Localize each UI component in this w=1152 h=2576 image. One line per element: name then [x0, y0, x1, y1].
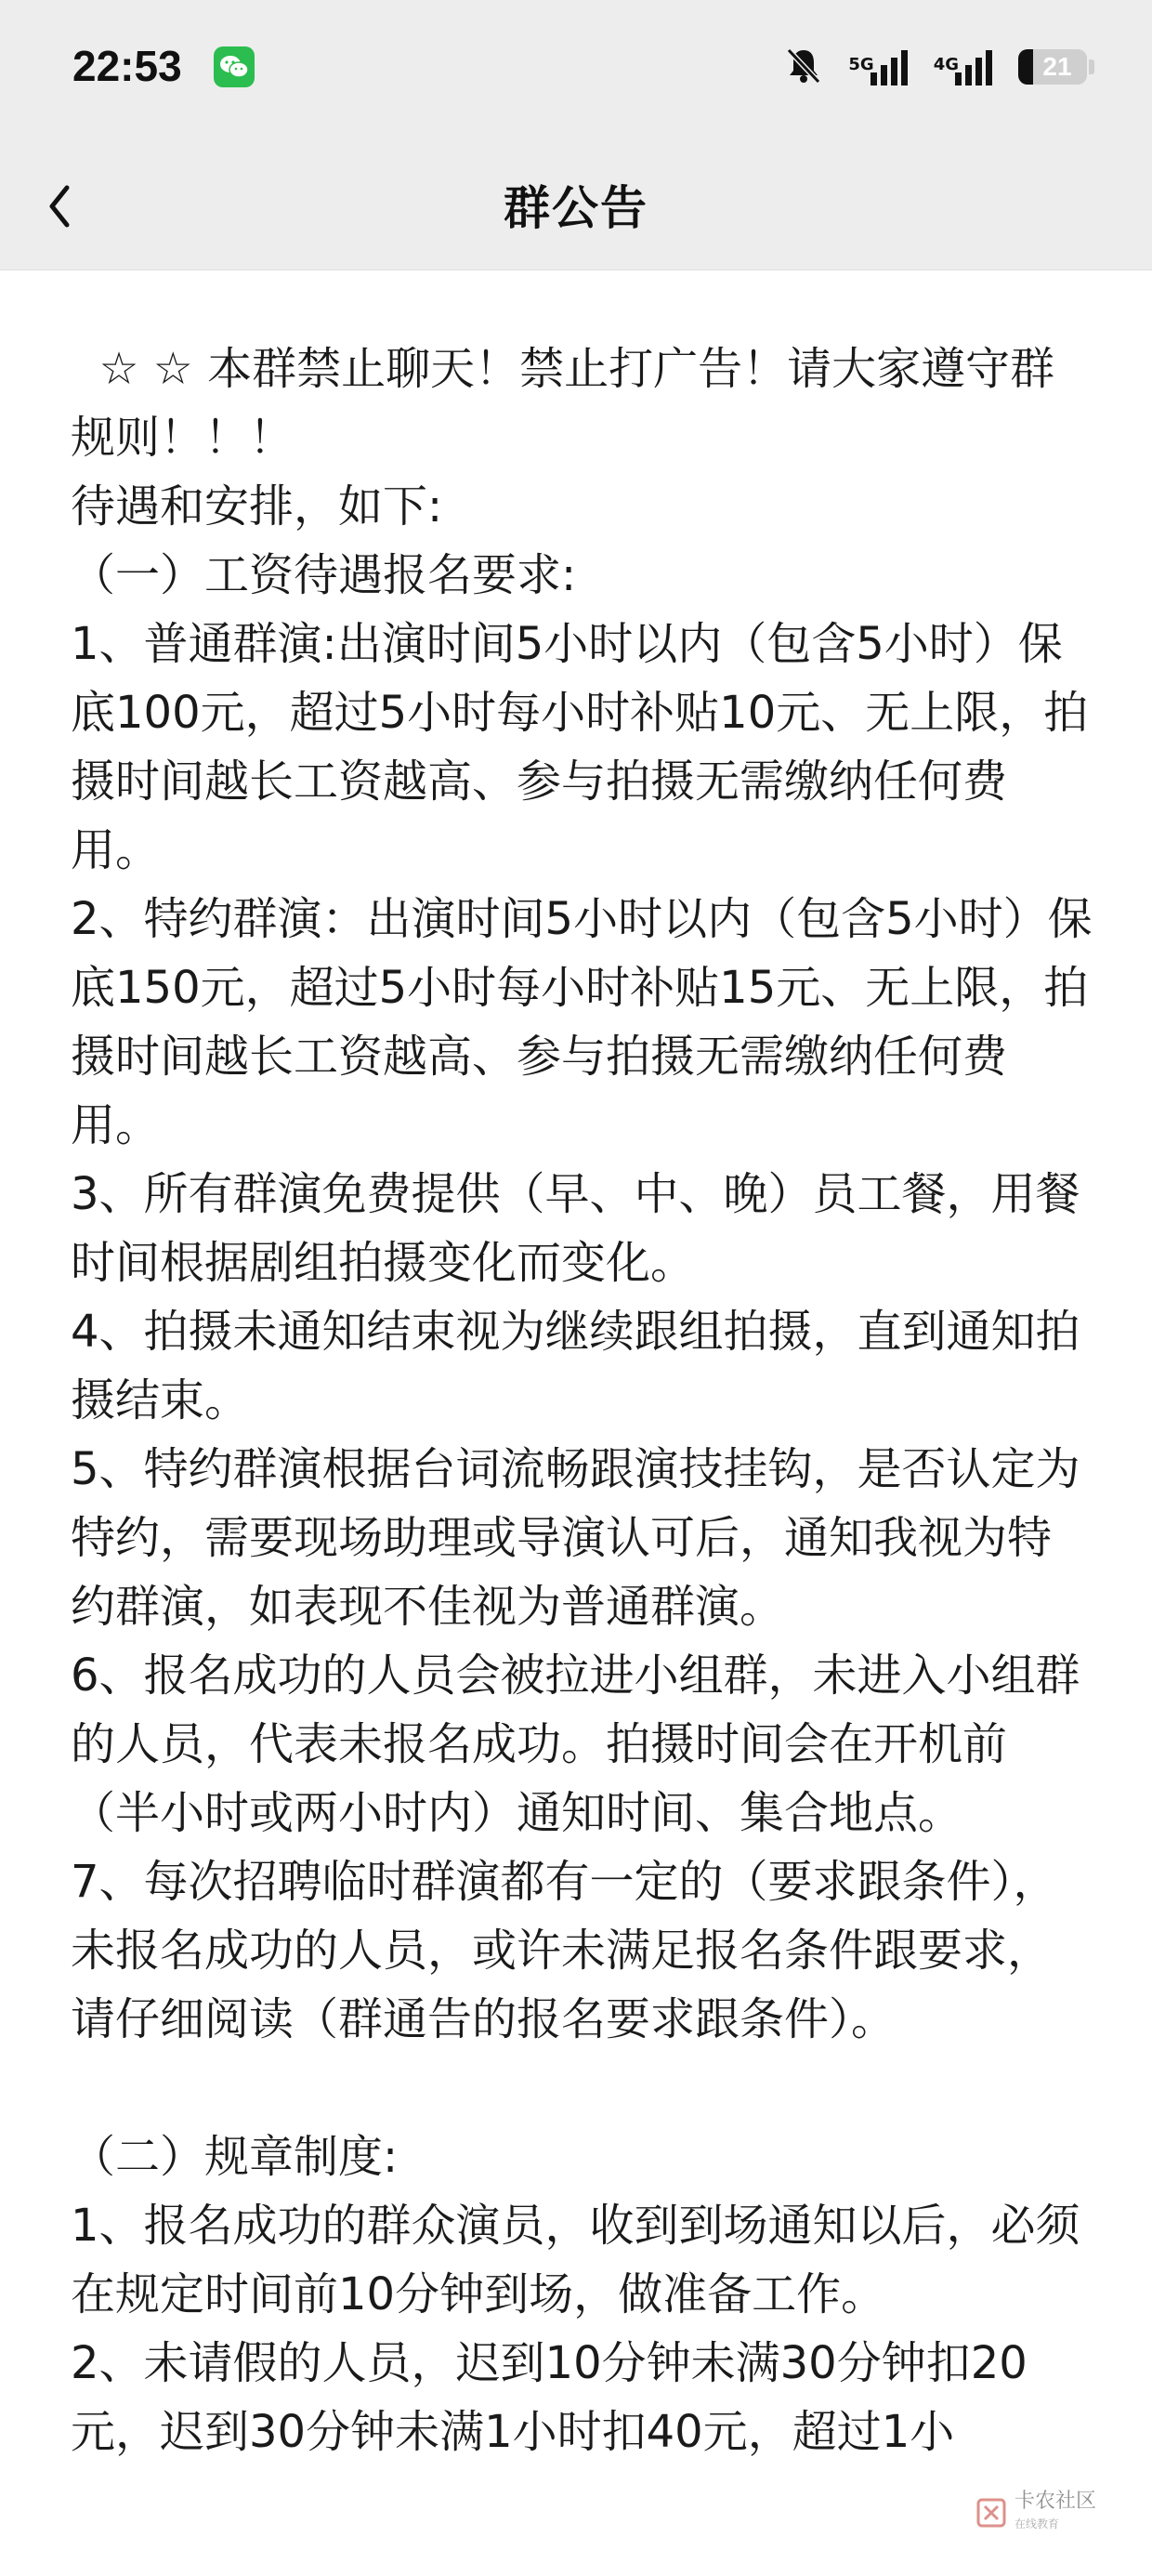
notice-paragraph: 3、所有群演免费提供（早、中、晚）员工餐，用餐时间根据剧组拍摄变化而变化。 [71, 1168, 1080, 1289]
watermark-text [1015, 2491, 1096, 2535]
watermark [975, 2491, 1096, 2535]
status-bar [0, 0, 1152, 138]
notice-paragraph: 7、每次招聘临时群演都有一定的（要求跟条件），未报名成功的人员，或许未满足报名条件跟要求，请仔细阅读（群通告的报名要求跟条件）。 [71, 1856, 1058, 2045]
notice-paragraph: 4、拍摄未通知结束视为继续跟组拍摄，直到通知拍摄结束。 [71, 1306, 1080, 1426]
notice-paragraph: 待遇和安排，如下: [71, 480, 443, 532]
battery-level: 21 [1042, 52, 1072, 81]
mute-bell-icon [783, 45, 824, 89]
notice-paragraph: 1、普通群演:出演时间5小时以内（包含5小时）保底100元，超过5小时每小时补贴10元、无上限，拍摄时间越长工资越高、参与拍摄无需缴纳任何费用。 [71, 618, 1089, 876]
watermark-title: 卡农社区 [1014, 2490, 1096, 2513]
watermark-logo-icon [975, 2497, 1007, 2529]
notice-paragraph: 2、未请假的人员，迟到10分钟未满30分钟扣20元，迟到30分钟未满1小时扣40元，超过1小 [71, 2337, 1028, 2458]
notice-paragraph: 2、特约群演：出演时间5小时以内（包含5小时）保底150元，超过5小时每小时补贴15元、无上限，拍摄时间越长工资越高、参与拍摄无需缴纳任何费用。 [71, 893, 1093, 1151]
notice-paragraph: 5、特约群演根据台词流畅跟演技挂钩，是否认定为特约，需要现场助理或导演认可后，通知我视为特约群演，如表现不佳视为普通群演。 [71, 1443, 1080, 1633]
wechat-icon [214, 46, 255, 87]
notice-content [71, 335, 1093, 2466]
network-4g-label: 4G [933, 55, 959, 74]
notice-paragraph: （二）规章制度: [71, 2131, 399, 2183]
notice-paragraph: （一）工资待遇报名要求: [71, 549, 577, 601]
status-icons [783, 43, 1087, 91]
notice-paragraph: 1、报名成功的群众演员，收到到场通知以后，必须在规定时间前10分钟到场，做准备工作。 [71, 2200, 1080, 2320]
blank-line [71, 2054, 1093, 2123]
signal-4g-icon [934, 46, 994, 87]
battery-icon [1018, 49, 1087, 85]
notice-paragraph: ☆ ☆ 本群禁止聊天！禁止打广告！请大家遵守群规则！！！ [71, 343, 1055, 464]
signal-5g-icon [848, 46, 909, 87]
network-5g-label: 5G [848, 55, 874, 74]
nav-bar [0, 138, 1152, 270]
status-time: 22:53 [72, 42, 182, 90]
page-title: 群公告 [504, 181, 648, 235]
notice-paragraph: 6、报名成功的人员会被拉进小组群，未进入小组群的人员，代表未报名成功。拍摄时间会在开机前（半小时或两小时内）通知时间、集合地点。 [71, 1649, 1080, 1839]
watermark-subtitle: 在线教育 [1014, 2517, 1059, 2530]
